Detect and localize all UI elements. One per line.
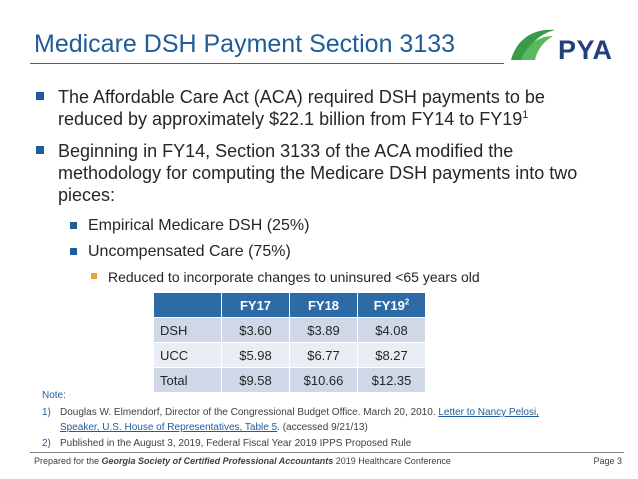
footnote-2	[42, 436, 602, 451]
title-divider	[30, 63, 504, 64]
table-cell: $8.27	[358, 343, 426, 368]
bullet-text: Empirical Medicare DSH (25%)	[88, 217, 310, 234]
table-header-cell: FY18	[290, 293, 358, 318]
bullet-aca-reduction	[38, 86, 598, 130]
bullet-marker	[91, 273, 97, 279]
bullet-text: Beginning in FY14, Section 3133 of the ACA modified the methodology for computing the Medicare DSH payments into two pieces:	[58, 141, 578, 205]
footer-text: Prepared for the Georgia Society of Certified Professional Accountants 2019 Healthcare Conference	[34, 456, 451, 466]
table-row	[154, 318, 426, 343]
footnote-1	[42, 405, 602, 435]
bullet-text: The Affordable Care Act (ACA) required DSH payments to be reduced by approximately $22.1 billion from FY14 to FY19	[58, 87, 545, 129]
table-cell: $3.60	[222, 318, 290, 343]
footnote-link-a[interactable]: Letter to Nancy Pelosi,	[438, 407, 539, 418]
table-header-row	[154, 293, 426, 318]
table-cell: $9.58	[222, 368, 290, 393]
sub-bullet-uncompensated-care	[70, 242, 291, 262]
row-label: DSH	[154, 318, 222, 343]
bullet-marker	[36, 92, 44, 100]
table-row	[154, 368, 426, 393]
row-label: Total	[154, 368, 222, 393]
page-number: Page 3	[593, 456, 622, 466]
table-cell: $3.89	[290, 318, 358, 343]
footnote-text: Douglas W. Elmendorf, Director of the Congressional Budget Office. March 20, 2010.	[60, 407, 439, 418]
dsh-payment-table	[153, 292, 426, 393]
footnote-ref: 2	[404, 297, 410, 307]
footnote-ref: 1	[522, 109, 529, 121]
slide-title: Medicare DSH Payment Section 3133	[34, 30, 456, 58]
table-header-cell	[154, 293, 222, 318]
sub-bullet-empirical-dsh	[70, 216, 309, 236]
bullet-text: Uncompensated Care (75%)	[88, 243, 291, 260]
footer-divider	[30, 452, 624, 453]
note-label: Note:	[42, 390, 66, 401]
bullet-marker	[36, 146, 44, 154]
row-label: UCC	[154, 343, 222, 368]
footnote-text: Published in the August 3, 2019, Federal Fiscal Year 2019 IPPS Proposed Rule	[60, 438, 412, 449]
footnote-text-post: . (accessed 9/21/13)	[277, 422, 368, 433]
table-header-cell: FY17	[222, 293, 290, 318]
bullet-text: Reduced to incorporate changes to uninsured <65 years old	[108, 269, 480, 285]
table-cell: $4.08	[358, 318, 426, 343]
bullet-marker	[70, 248, 77, 255]
footnote-link-b[interactable]: Speaker, U.S. House of Representatives, Table 5	[60, 422, 278, 433]
table-cell: $6.77	[290, 343, 358, 368]
footer-org: Georgia Society of Certified Professional Accountants	[101, 456, 334, 466]
table-row	[154, 343, 426, 368]
logo-text: PYA	[558, 35, 613, 65]
footnote-number: 1)	[42, 407, 51, 418]
bullet-marker	[70, 222, 77, 229]
table-cell: $10.66	[290, 368, 358, 393]
table-cell: $12.35	[358, 368, 426, 393]
table-header-cell: $FY19^2$	[358, 293, 426, 318]
sub-sub-bullet-uninsured	[91, 268, 480, 286]
bullet-section-3133	[38, 140, 598, 206]
footnote-number: 2)	[42, 438, 51, 449]
table-cell: $5.98	[222, 343, 290, 368]
